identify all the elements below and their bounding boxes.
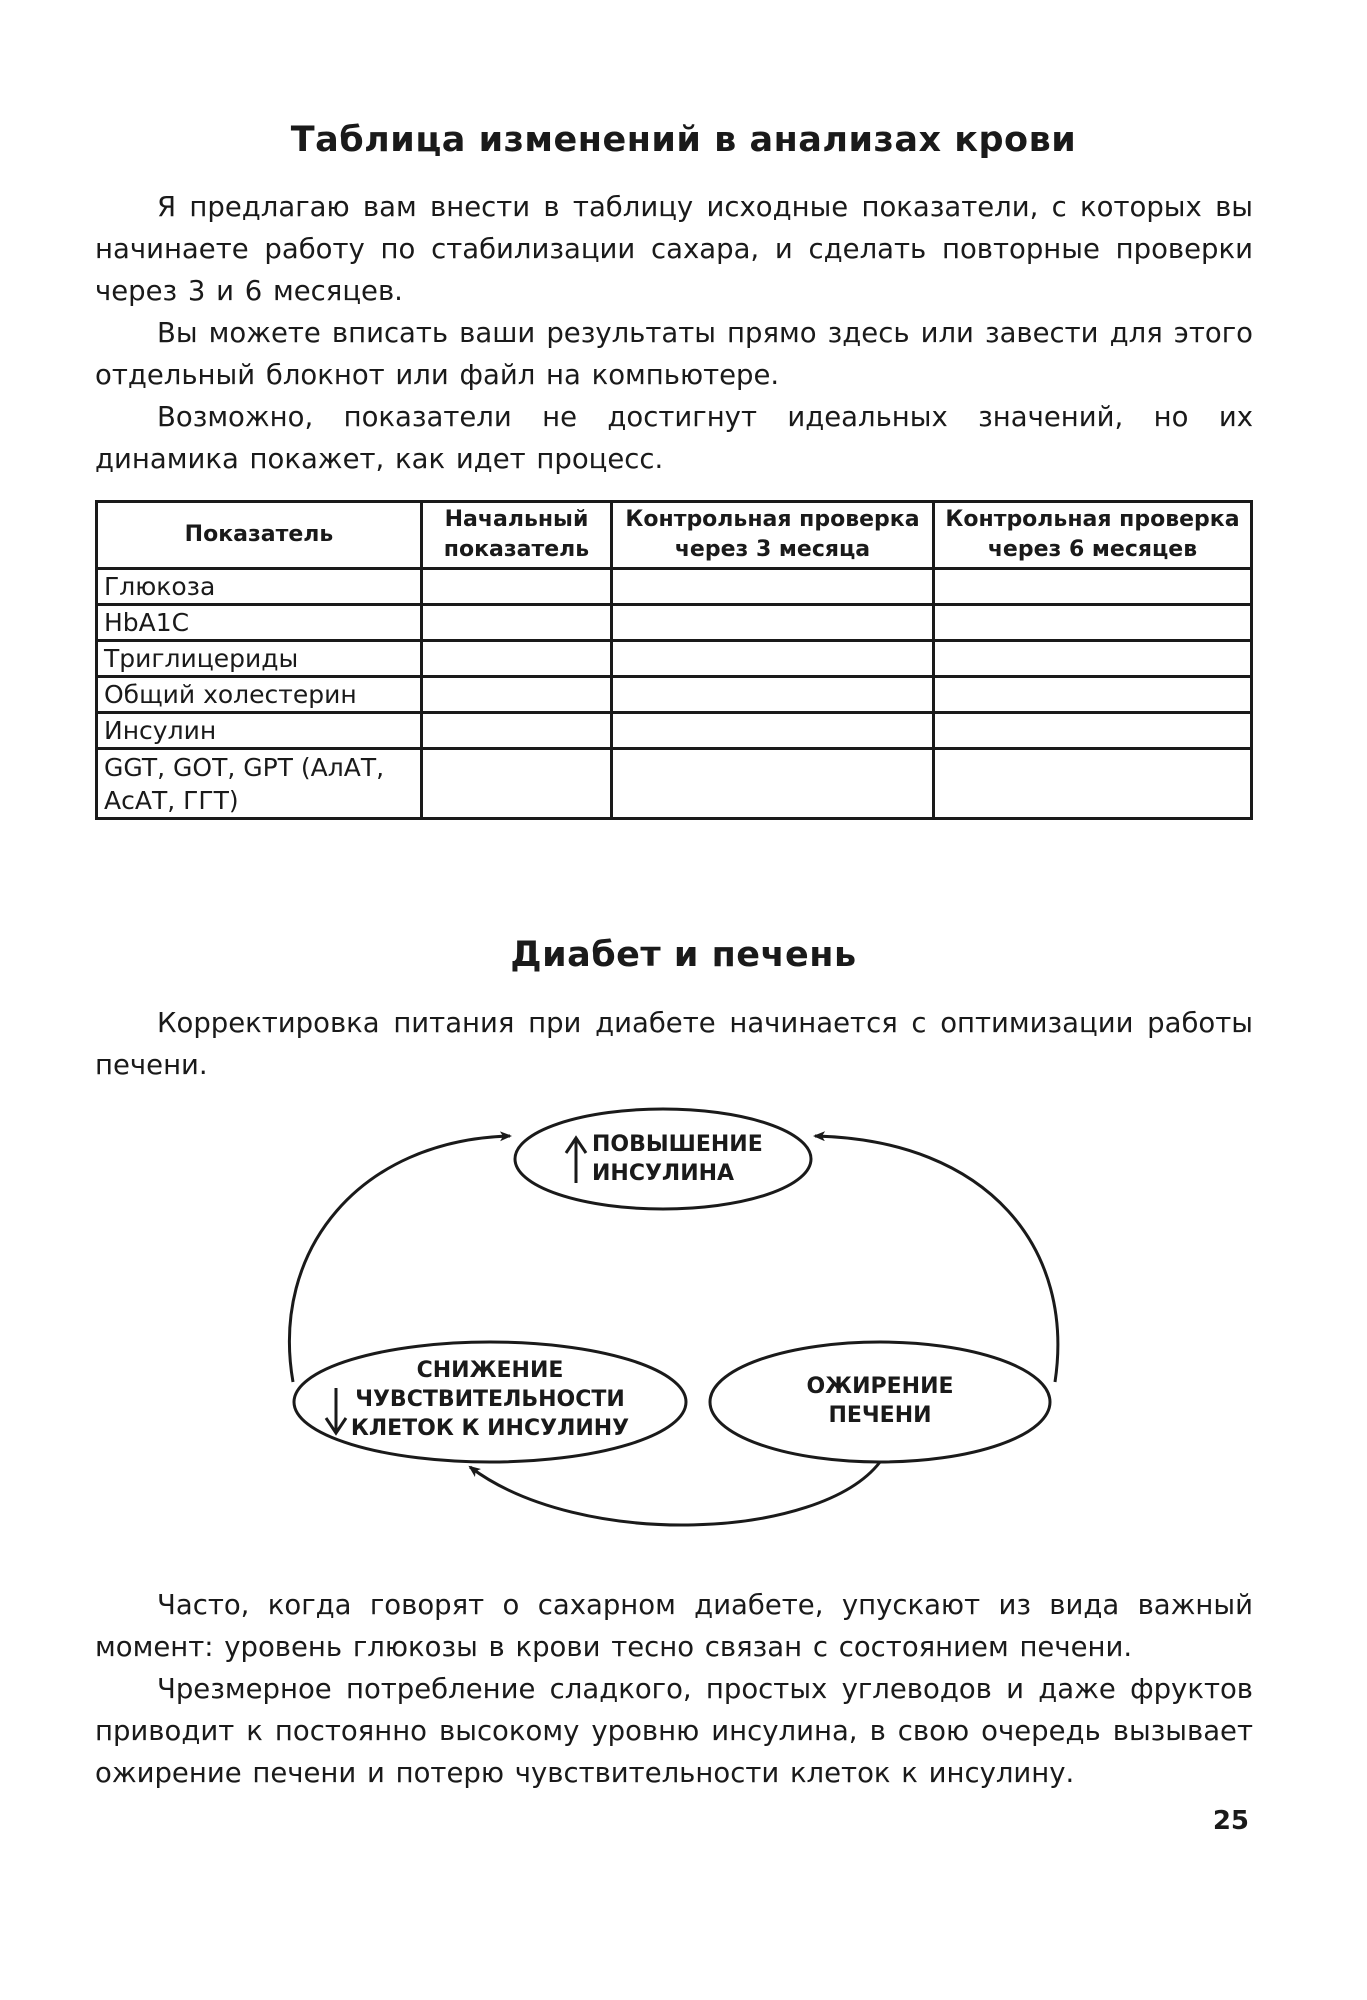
table-cell-empty	[934, 677, 1252, 713]
arrow-left-to-top	[289, 1136, 510, 1382]
table-cell-empty	[422, 569, 612, 605]
table-cell-empty	[934, 605, 1252, 641]
table-cell-empty	[422, 749, 612, 819]
row-label: Триглицериды	[97, 641, 422, 677]
row-label: Глюкоза	[97, 569, 422, 605]
section-title-diabetes-liver: Диабет и печень	[510, 935, 857, 975]
table-row	[97, 677, 1252, 713]
paragraph-diabetes-intro: Корректировка питания при диабете начинается с оптимизации работы печени.	[95, 1007, 1253, 1081]
paragraph-intro-1: Я предлагаю вам внести в таблицу исходные показатели, с которых вы начинаете работу по стабилизации сахара, и сделать повторные проверки через 3 и 6 месяцев.	[95, 191, 1253, 307]
node-sensitivity-line2: ЧУВСТВИТЕЛЬНОСТИ	[355, 1387, 625, 1412]
paragraph-intro-3: Возможно, показатели не достигнут идеальных значений, но их динамика покажет, как идет процесс.	[95, 401, 1253, 475]
table-row	[97, 605, 1252, 641]
table-cell-empty	[612, 569, 934, 605]
table-cell-empty	[934, 569, 1252, 605]
table-cell-empty	[934, 749, 1252, 819]
table-cell-empty	[422, 713, 612, 749]
table-row	[97, 713, 1252, 749]
table-cell-empty	[612, 713, 934, 749]
table-cell-empty	[422, 677, 612, 713]
table-cell-empty	[612, 677, 934, 713]
table-row	[97, 641, 1252, 677]
node-liver-obesity-label: ОЖИРЕНИЕ ПЕЧЕНИ	[806, 1374, 954, 1428]
table-row	[97, 569, 1252, 605]
row-label: Общий холестерин	[97, 677, 422, 713]
paragraph-body-1: Часто, когда говорят о сахарном диабете, упускают из вида важный момент: уровень глюкозы в крови тесно связан с состоянием печени.	[95, 1589, 1253, 1663]
paragraph-body-2: Чрезмерное потребление сладкого, простых углеводов и даже фруктов приводит к постоянно высокому уровню инсулина, в свою очередь вызывает ожирение печени и потерю чувствительности клеток к инсулину.	[95, 1673, 1253, 1789]
blood-test-table	[95, 500, 1253, 820]
column-header: Начальный показатель	[422, 502, 612, 569]
node-insulin-rise-label: ПОВЫШЕНИЕ ИНСУЛИНА	[592, 1132, 763, 1186]
table-cell-empty	[612, 641, 934, 677]
arrow-up-icon	[566, 1138, 586, 1183]
table-cell-empty	[934, 713, 1252, 749]
row-label: HbA1C	[97, 605, 422, 641]
column-header: Показатель	[97, 502, 422, 569]
column-header: Контрольная проверка через 6 месяцев	[934, 502, 1252, 569]
row-label: GGT, GOT, GPT (АлАТ, АсАТ, ГГТ)	[97, 749, 422, 819]
column-header: Контрольная проверка через 3 месяца	[612, 502, 934, 569]
insulin-cycle-diagram	[0, 1100, 1367, 1534]
table-cell-empty	[422, 605, 612, 641]
row-label: Инсулин	[97, 713, 422, 749]
table-header-row	[97, 502, 1252, 569]
table-cell-empty	[612, 605, 934, 641]
node-sensitivity-line3: КЛЕТОК К ИНСУЛИНУ	[350, 1416, 630, 1441]
page-number: 25	[1212, 1806, 1249, 1836]
table-cell-empty	[612, 749, 934, 819]
node-sensitivity-line1: СНИЖЕНИЕ	[416, 1358, 564, 1383]
section-title-blood-tests: Таблица изменений в анализах крови	[290, 120, 1077, 160]
arrow-right-to-left	[470, 1462, 880, 1525]
table-row	[97, 749, 1252, 819]
table-cell-empty	[422, 641, 612, 677]
paragraph-intro-2: Вы можете вписать ваши результаты прямо здесь или завести для этого отдельный блокнот или файл на компьютере.	[95, 317, 1253, 391]
table-cell-empty	[934, 641, 1252, 677]
